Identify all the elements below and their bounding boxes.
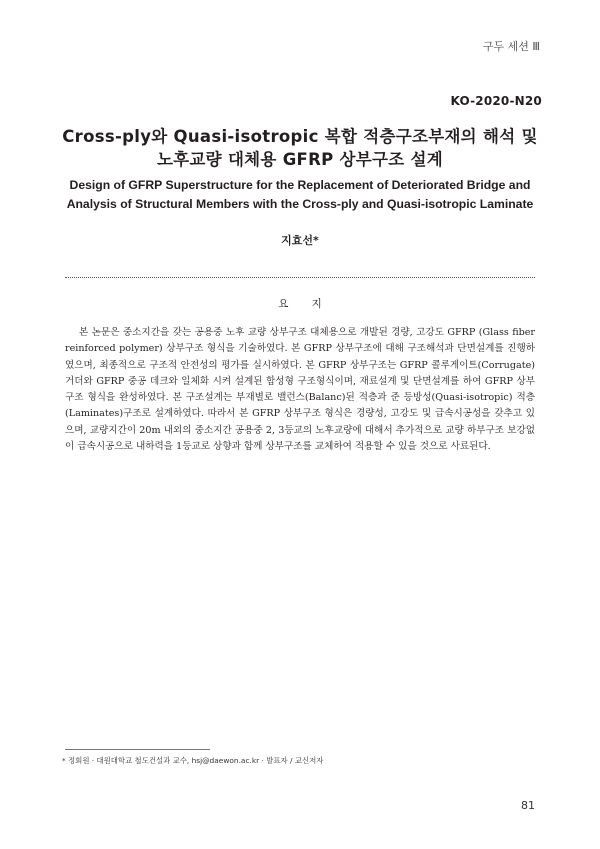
footnote-divider	[65, 749, 210, 750]
author-footnote: * 정회원 · 대원대학교 철도건설과 교수, hsj@daewon.ac.kr · 발표자 / 교신저자	[62, 756, 324, 765]
english-title-line-1: Design of GFRP Superstructure for the Replacement of Deteriorated Bridge and	[69, 178, 531, 192]
session-label: 구두 세션 Ⅲ	[482, 40, 540, 53]
page-number: 81	[521, 799, 535, 812]
abstract-heading: 요 지	[278, 298, 332, 310]
paper-id: KO-2020-N20	[450, 94, 542, 108]
korean-title-line-2: 노후교량 대체용 GFRP 상부구조 설계	[156, 150, 444, 169]
korean-title-line-1: Cross-ply와 Quasi-isotropic 복합 적층구조부재의 해석 및	[62, 127, 538, 146]
abstract-body: 본 논문은 중소지간을 갖는 공용중 노후 교량 상부구조 대체용으로 개발된 경량, 고강도 GFRP (Glass fiber reinforced polymer) 상부구조 형식을 기술하였다. 본 GFRP 상부구조에 대해 구조해석과 단면설계를 진행하였으며, 최종적으로 구조적 안전성의 평가를 실시하였다. 본 GFRP 상부구조는 GFRP 콜루게이트(Corrugate) 거더와 GFRP 중공 데크와 일체화 시켜 설계된 합성형 구조형식이며, 재료설계 및 단면설계를 하여 GFRP 상부구조 형식을 완성하였다. 본 구조설계는 부재별로 밸런스(Balanc)된 적층과 준 등방성(Quasi-isotropic) 적층(Laminates)구조로 설계하였다. 따라서 본 GFRP 상부구조 형식은 경량성, 고강도 및 급속시공성을 갖추고 있으며, 교량지간이 20m 내외의 중소지간 공용중 2, 3등교의 노후교량에 대해서 추가적으로 교량 하부구조 보강없이 급속시공으로 내하력을 1등교로 상향과 함께 상부구조를 교체하여 적용할 수 있을 것으로 사료된다.	[65, 327, 535, 453]
dotted-separator	[65, 277, 535, 278]
author-name: 지효선*	[281, 234, 319, 247]
english-title-line-2: Analysis of Structural Members with the Cross-ply and Quasi-isotropic Laminate	[66, 197, 534, 211]
